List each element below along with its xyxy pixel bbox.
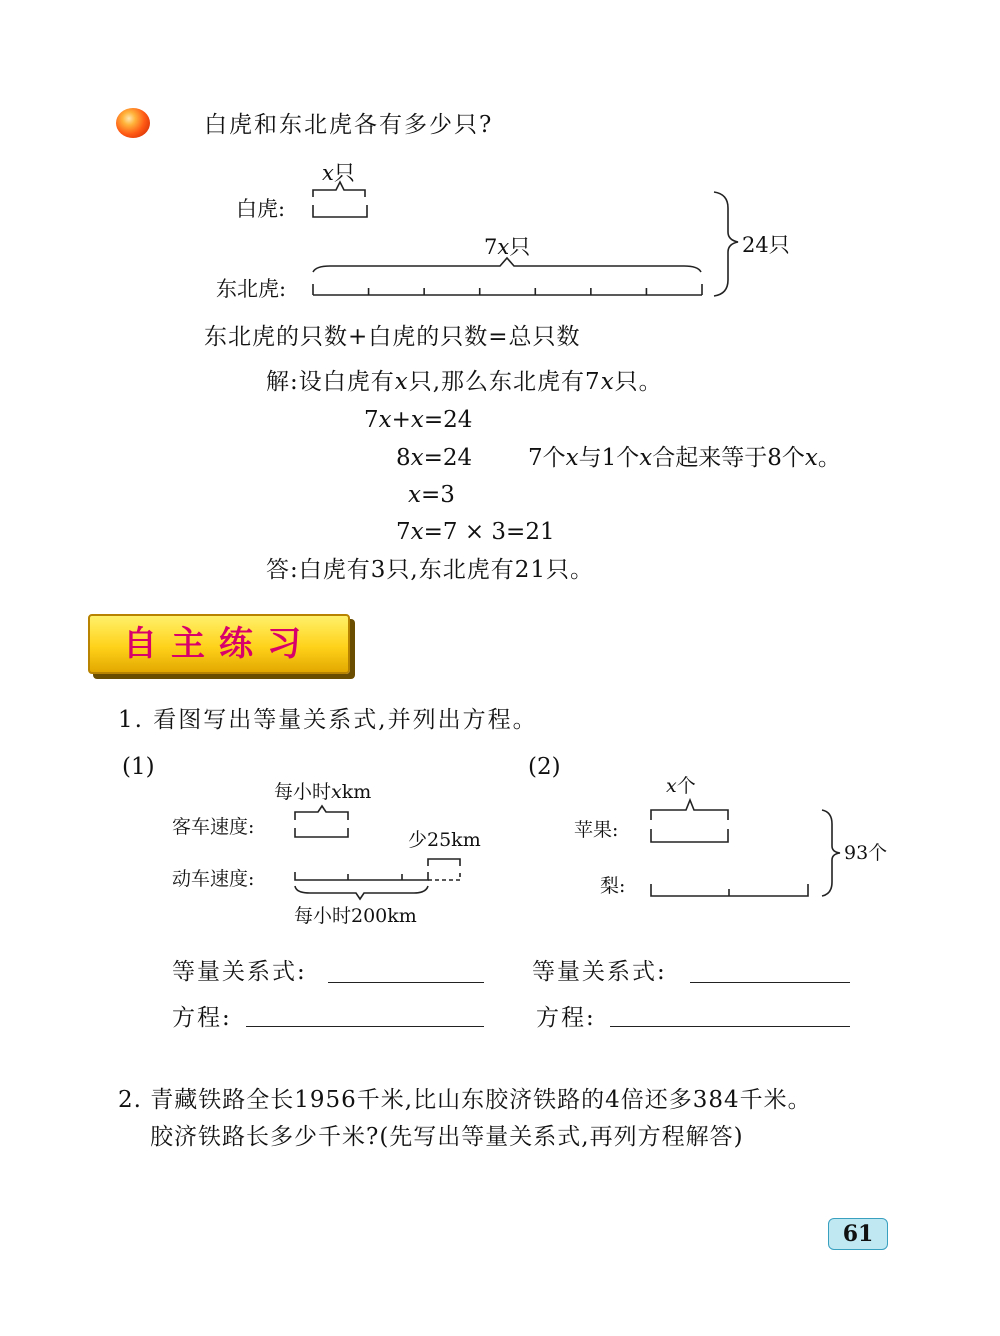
- part1-relation-label: 等量关系式:: [172, 959, 307, 985]
- relation-text: 东北虎的只数+白虎的只数=总只数: [204, 324, 581, 350]
- apple-brace: [651, 800, 728, 820]
- apple-label: 苹果:: [574, 819, 619, 841]
- example-question: 白虎和东北虎各有多少只?: [204, 112, 494, 138]
- white-tiger-bar: [313, 205, 367, 217]
- section-banner: [88, 614, 350, 674]
- ne-tiger-label: 东北虎:: [216, 277, 287, 301]
- answer-text: 答:白虎有3只,东北虎有21只。: [266, 557, 594, 583]
- car-brace-label: 每小时xkm: [274, 781, 372, 803]
- section-title: 自主练习: [123, 624, 315, 664]
- part2-relation-label: 等量关系式:: [532, 959, 667, 985]
- pear-label: 梨:: [600, 875, 626, 897]
- part1-relation-blank[interactable]: [328, 982, 484, 983]
- total-label: 24只: [742, 233, 790, 257]
- train-label: 动车速度:: [172, 868, 255, 890]
- train-bar: [295, 872, 428, 880]
- less-label: 少25km: [408, 829, 481, 851]
- train-dashed-extension: [428, 872, 460, 880]
- car-bar: [295, 828, 348, 837]
- part2-label: (2): [528, 754, 561, 780]
- part2-equation-label: 方程:: [536, 1005, 596, 1031]
- part2-equation-blank[interactable]: [610, 1026, 850, 1027]
- solution-line1: 解:设白虎有x只,那么东北虎有7x只。: [266, 369, 663, 395]
- total-brace: [714, 192, 738, 296]
- part1-equation-blank[interactable]: [246, 1026, 484, 1027]
- car-label: 客车速度:: [172, 816, 255, 838]
- car-brace: [295, 806, 348, 820]
- exercise1-prompt: 1. 看图写出等量关系式,并列出方程。: [118, 707, 538, 733]
- equation-4: 7x=7 × 3=21: [396, 519, 555, 545]
- page-number: 61: [828, 1218, 888, 1250]
- train-bottom-label: 每小时200km: [294, 905, 417, 927]
- fruit-total-label: 93个: [844, 842, 888, 864]
- part2-relation-blank[interactable]: [690, 982, 850, 983]
- equation-note: 7个x与1个x合起来等于8个x。: [528, 445, 841, 471]
- apple-brace-label: x个: [666, 775, 696, 797]
- train-bottom-brace: [295, 886, 428, 899]
- equation-3: x=3: [408, 482, 455, 508]
- equation-2: 8x=24: [396, 445, 473, 471]
- less-brace: [428, 859, 460, 866]
- apple-bar: [651, 829, 728, 842]
- white-tiger-brace-label: x只: [322, 161, 355, 185]
- equation-1: 7x+x=24: [364, 407, 473, 433]
- white-tiger-label: 白虎:: [236, 197, 286, 221]
- part1-equation-label: 方程:: [172, 1005, 232, 1031]
- exercise2-line2: 胶济铁路长多少千米?(先写出等量关系式,再列方程解答): [150, 1124, 744, 1150]
- ne-tiger-brace-label: 7x只: [484, 235, 531, 259]
- part1-label: (1): [122, 754, 155, 780]
- fruit-total-brace: [822, 810, 840, 896]
- exercise2-line1: 2. 青藏铁路全长1956千米,比山东胶济铁路的4倍还多384千米。: [118, 1087, 812, 1113]
